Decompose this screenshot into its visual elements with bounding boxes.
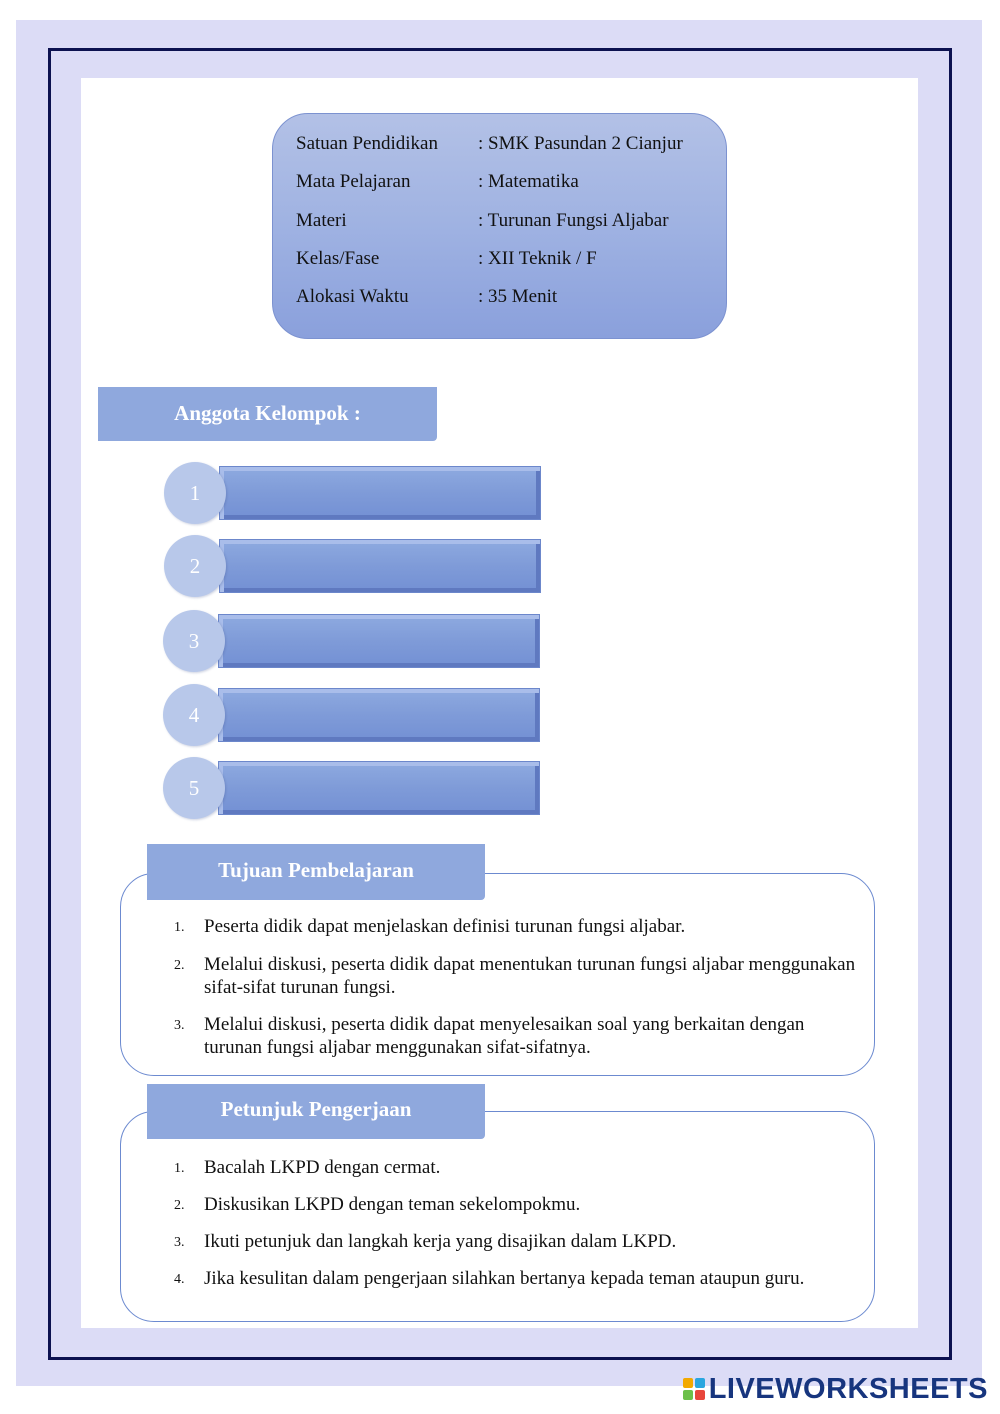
goal-number: 1.: [174, 920, 185, 935]
brand-name: LIVEWORKSHEETS: [708, 1372, 988, 1405]
identity-label: Satuan Pendidikan: [296, 133, 438, 154]
member-row-5: [163, 757, 543, 819]
member-name-field[interactable]: [218, 688, 540, 742]
member-name-field[interactable]: [218, 614, 540, 668]
identity-label: Materi: [296, 210, 347, 231]
identity-value: : 35 Menit: [478, 286, 558, 307]
member-row-4: [163, 684, 543, 746]
identity-label: Alokasi Waktu: [296, 286, 409, 307]
instruction-text: Jika kesulitan dalam pengerjaan silahkan bertanya kepada teman ataupun guru.: [204, 1268, 805, 1289]
member-number: 1: [164, 462, 226, 524]
liveworksheets-logo[interactable]: [682, 1372, 988, 1406]
goal-text: Melalui diskusi, peserta didik dapat menyelesaikan soal yang berkaitan dengan turunan fungsi aljabar menggunakan sifat-sifatnya.: [204, 1014, 805, 1058]
goal-text: Melalui diskusi, peserta didik dapat menentukan turunan fungsi aljabar menggunakan sifat-sifat turunan fungsi.: [204, 954, 856, 998]
member-number: 5: [163, 757, 225, 819]
instruction-number: 2.: [174, 1198, 185, 1213]
instruction-text: Ikuti petunjuk dan langkah kerja yang disajikan dalam LKPD.: [204, 1231, 677, 1252]
member-row-2: [164, 535, 544, 597]
instructions-header: Petunjuk Pengerjaan: [147, 1084, 485, 1139]
member-name-field[interactable]: [219, 539, 541, 593]
member-name-field[interactable]: [219, 466, 541, 520]
identity-value: : XII Teknik / F: [478, 248, 597, 269]
member-row-1: [164, 462, 544, 524]
identity-value: : Matematika: [478, 171, 579, 192]
instruction-text: Bacalah LKPD dengan cermat.: [204, 1157, 441, 1178]
identity-value: : SMK Pasundan 2 Cianjur: [478, 133, 683, 154]
identity-value: : Turunan Fungsi Aljabar: [478, 210, 669, 231]
goals-header: Tujuan Pembelajaran: [147, 844, 485, 900]
goal-number: 2.: [174, 958, 185, 973]
instruction-text: Diskusikan LKPD dengan teman sekelompokmu.: [204, 1194, 581, 1215]
members-header: Anggota Kelompok :: [98, 387, 437, 441]
goal-text: Peserta didik dapat menjelaskan definisi turunan fungsi aljabar.: [204, 916, 686, 937]
member-number: 2: [164, 535, 226, 597]
member-number: 3: [163, 610, 225, 672]
member-number: 4: [163, 684, 225, 746]
member-row-3: [163, 610, 543, 672]
instruction-number: 3.: [174, 1235, 185, 1250]
member-name-field[interactable]: [218, 761, 540, 815]
instruction-number: 4.: [174, 1272, 185, 1287]
instruction-number: 1.: [174, 1161, 185, 1176]
liveworksheets-logo-icon: [682, 1377, 706, 1401]
identity-label: Mata Pelajaran: [296, 171, 411, 192]
instructions-box: [120, 1111, 875, 1322]
goal-number: 3.: [174, 1018, 185, 1033]
identity-label: Kelas/Fase: [296, 248, 380, 269]
identity-box: [272, 113, 727, 339]
